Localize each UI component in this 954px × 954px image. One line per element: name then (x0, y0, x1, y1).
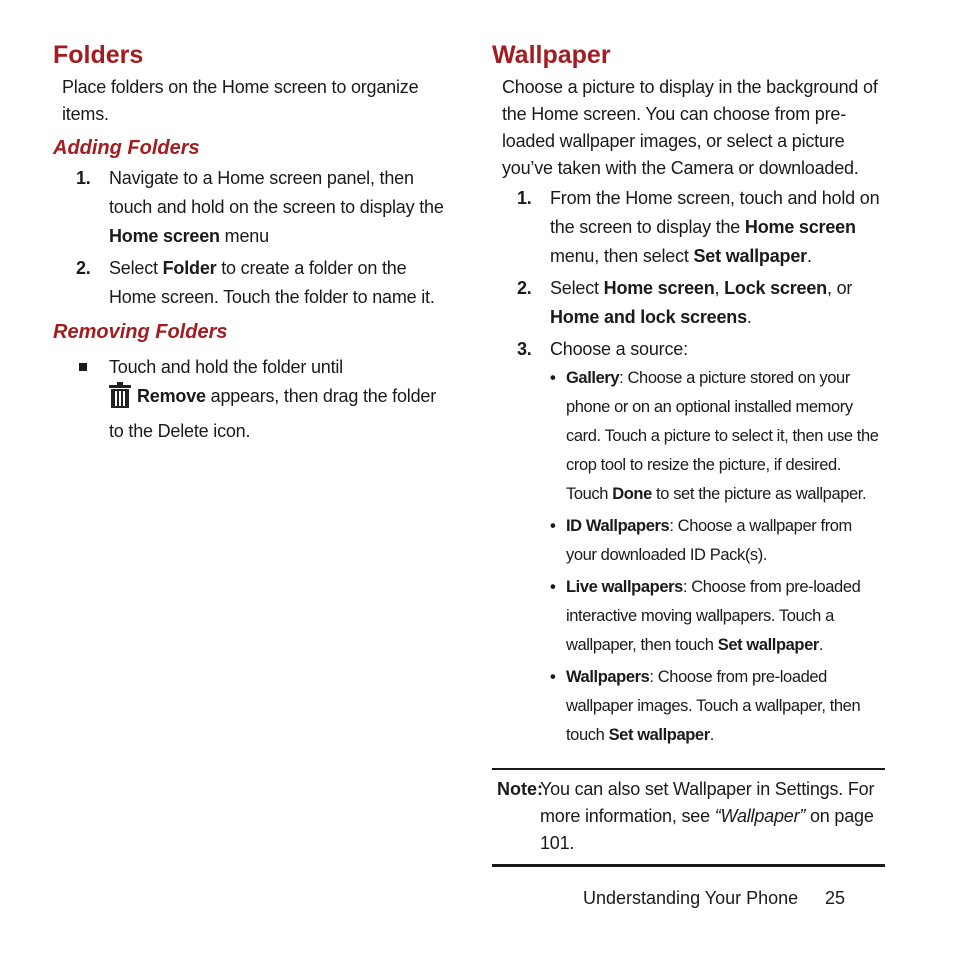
bullet-dot: • (550, 668, 556, 686)
folders-title: Folders (53, 41, 144, 69)
step-text: From the Home screen, touch and hold on the screen to display the (550, 188, 880, 237)
remove-label: Remove (137, 386, 206, 406)
source-bold: Set wallpaper (717, 636, 819, 654)
wallpaper-title: Wallpaper (492, 41, 611, 69)
step-text: Select (550, 278, 604, 298)
source-text: : Choose from pre-loaded wallpaper images. Touch a wallpaper, then touch (566, 668, 861, 744)
step-text: menu (219, 226, 269, 246)
folders-intro: Place folders on the Home screen to organize items. (62, 77, 419, 124)
trash-icon (109, 382, 131, 417)
source-text: : Choose a picture stored on your phone or on an optional installed memory card. Touch a picture to select it, then use the crop tool to resize the picture, if desired. Touch (566, 369, 879, 503)
source-name: Wallpapers (566, 668, 650, 686)
source-name: Gallery (566, 369, 620, 387)
step-number: 2. (517, 278, 532, 298)
square-bullet-icon (79, 363, 87, 371)
step-bold: Home screen (744, 217, 856, 237)
note-box (492, 768, 885, 867)
removing-bullet (53, 353, 448, 446)
source-name: Live wallpapers (566, 578, 683, 596)
bullet-line-1: Touch and hold the folder until (109, 357, 343, 377)
bullet-text: appears, then drag the folder (205, 386, 437, 406)
step-bold: Home screen (603, 278, 715, 298)
step-text: . (806, 246, 812, 266)
adding-step-2 (53, 254, 448, 312)
bullet-dot: • (550, 578, 556, 596)
note-reference: “Wallpaper” (714, 806, 806, 826)
page-number: 25 (825, 888, 846, 908)
source-live-wallpapers (492, 573, 866, 660)
source-wallpapers (492, 663, 886, 750)
source-text: . (709, 726, 714, 744)
bullet-dot: • (550, 369, 556, 387)
step-text: , (714, 278, 725, 298)
step-number: 1. (517, 188, 532, 208)
removing-folders-heading: Removing Folders (53, 321, 228, 343)
step-bold: Home and lock screens (550, 307, 747, 327)
source-name: ID Wallpapers (566, 517, 670, 535)
step-text: Navigate to a Home screen panel, then touch and hold on the screen to display the (109, 168, 444, 217)
step-bold: Home screen (109, 226, 220, 246)
step-text: to create a folder on the Home screen. Touch the folder to name it. (109, 258, 435, 307)
step-number: 2. (76, 258, 91, 278)
step-text: menu, then select (550, 246, 694, 266)
source-text: . (818, 636, 824, 654)
wallpaper-step-2 (492, 274, 887, 332)
wallpaper-step-3 (492, 335, 887, 364)
wallpaper-section (492, 38, 887, 750)
step-text: Choose a source: (550, 339, 688, 359)
adding-folders-heading: Adding Folders (53, 137, 200, 159)
bullet-dot: • (550, 517, 556, 535)
source-id-wallpapers (492, 512, 886, 570)
step-bold: Folder (162, 258, 217, 278)
source-text: to set the picture as wallpaper. (651, 485, 867, 503)
step-text: Select (109, 258, 163, 278)
source-gallery (492, 364, 886, 509)
note-text (540, 776, 880, 857)
note-label: Note: (497, 779, 543, 799)
source-bold: Done (612, 485, 652, 503)
wallpaper-step-1 (492, 184, 887, 271)
note-text-after: on page 101. (540, 806, 874, 853)
step-number: 1. (76, 168, 91, 188)
adding-step-1 (53, 164, 448, 251)
footer-section-title: Understanding Your Phone (583, 888, 799, 908)
wallpaper-intro: Choose a picture to display in the background of the Home screen. You can choose from pre-loaded wallpaper images, or select a picture you’ve taken with the Camera or downloaded. (502, 77, 878, 178)
step-bold: Set wallpaper (693, 246, 807, 266)
bullet-line-2 (109, 382, 448, 417)
source-text: : Choose from pre-loaded interactive moving wallpapers. Touch a wallpaper, then touch (566, 578, 861, 654)
step-text: , or (826, 278, 853, 298)
note-text-before: You can also set Wallpaper in Settings. For more information, see (540, 779, 875, 826)
step-bold: Lock screen (724, 278, 827, 298)
source-bold: Set wallpaper (608, 726, 710, 744)
step-text: . (746, 307, 752, 327)
step-number: 3. (517, 339, 532, 359)
folders-section (53, 38, 448, 446)
source-text: : Choose a wallpaper from your downloaded ID Pack(s). (566, 517, 852, 564)
bullet-line-3: to the Delete icon. (109, 421, 251, 441)
